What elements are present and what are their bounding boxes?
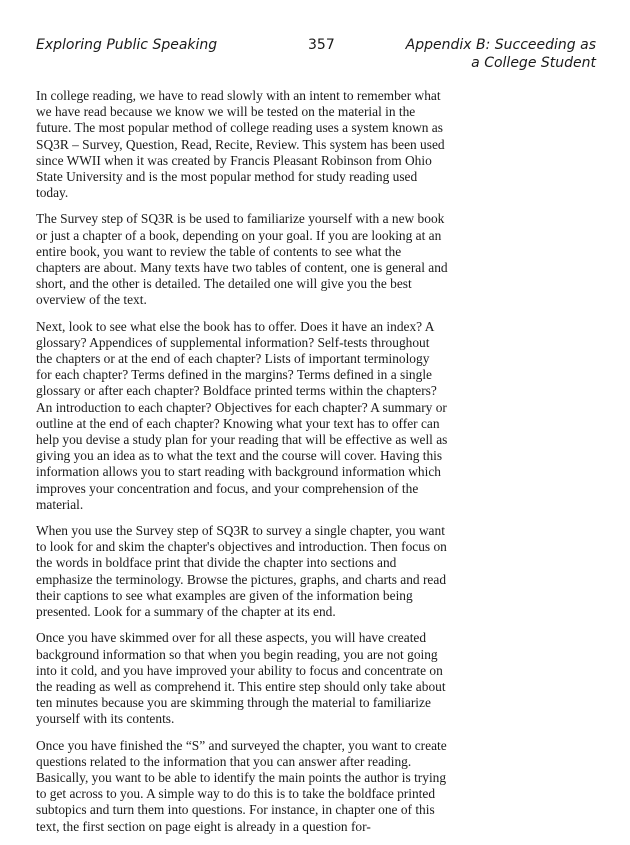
paragraph: Next, look to see what else the book has to offer. Does it have an index? A glossary? Appendices of supplemental information? Self-tests throughout the chapters or at the end of each chapter? Lists of important terminology for each chapter? Terms defined in the margins? Terms defined in a single glossary or after each chapter? Boldface printed terms within the chapters? An introduction to each chapter? Objectives for each chapter? A summary or outline at the end of each chapter? Knowing what your text has to offer can help you devise a study plan for your reading that will be effective as well as giving you an idea as to what the text and the course will cover. Having this information allows you to start reading with background information which improves your concentration and focus, and your comprehension of the material. [36,318,448,512]
section-title: Appendix B: Succeeding as a College Student [405,37,596,71]
paragraph: The Survey step of SQ3R is be used to familiarize yourself with a new book or just a chapter of a book, depending on your goal. If you are looking at an entire book, you want to review the table of contents to see what the chapters are about. Many texts have two tables of content, one is general and short, and the other is detailed. The detailed one will give you the best overview of the text. [36,211,448,308]
page-number: 357 [308,37,335,53]
paragraph: Once you have skimmed over for all these aspects, you will have created background information so that when you begin reading, you are not going into it cold, and you have improved your ability to focus and concentrate on the reading as well as comprehend it. This entire step should only take about ten minutes because you are skimming through the material to familiarize yourself with its contents. [36,630,446,727]
paragraph: Once you have finished the “S” and surveyed the chapter, you want to create questions related to the information that you can answer after reading. Basically, you want to be able to identify the main points the author is trying to get across to you. A simple way to do this is to take the boldface printed subtopics and turn them into questions. For instance, in chapter one of this text, the first section on page eight is already in a question for- [36,737,447,834]
page-header [36,36,596,76]
paragraph: When you use the Survey step of SQ3R to survey a single chapter, you want to look for and skim the chapter's objectives and introduction. Then focus on the words in boldface print that divide the chapter into sections and emphasize the terminology. Browse the pictures, graphs, and charts and read their captions to see what examples are given of the information being presented. Look for a summary of the chapter at its end. [36,523,447,620]
body-text [36,88,448,845]
paragraph: In college reading, we have to read slowly with an intent to remember what we have read because we know we will be tested on the material in the future. The most popular method of college reading uses a system known as SQ3R – Survey, Question, Read, Recite, Review. This system has been used since WWII when it was created by Francis Pleasant Robinson from Ohio State University and is the most popular method for study reading used today. [36,88,445,201]
book-title: Exploring Public Speaking [36,37,218,53]
